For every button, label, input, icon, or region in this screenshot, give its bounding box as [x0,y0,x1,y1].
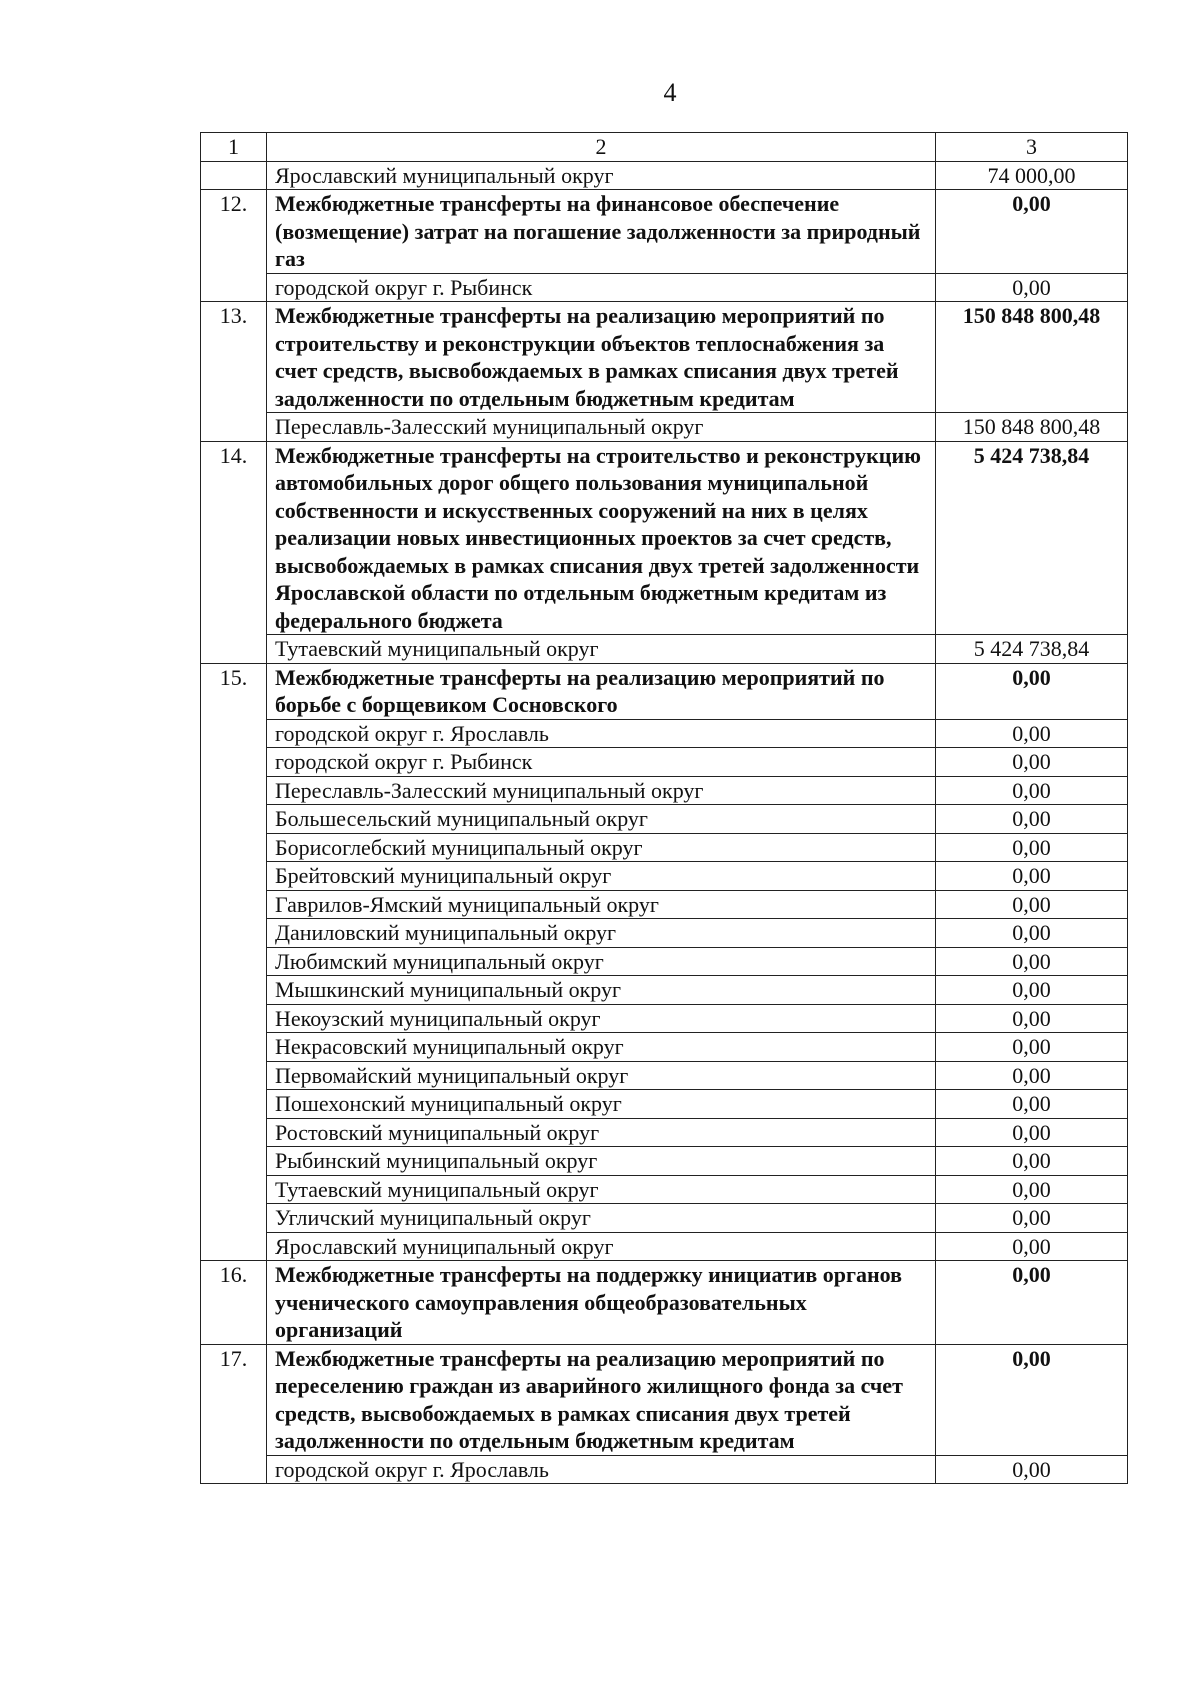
item-row [201,1090,1128,1119]
section-title: Межбюджетные трансферты на реализацию мероприятий по переселению граждан из аварийного жилищного фонда за счет средств, высвобождаемых в рамках списания двух третей задолженности по отдельным бюджетным кредитам [267,1344,936,1455]
page-number: 4 [663,78,677,107]
municipality-name: городской округ г. Рыбинск [267,273,936,302]
amount: 0,00 [936,919,1128,948]
municipality-name: Тутаевский муниципальный округ [267,1175,936,1204]
amount: 0,00 [936,1090,1128,1119]
amount: 150 848 800,48 [936,413,1128,442]
municipality-name: Гаврилов-Ямский муниципальный округ [267,890,936,919]
item-row [201,947,1128,976]
item-row [201,748,1128,777]
item-row [201,833,1128,862]
amount: 0,00 [936,273,1128,302]
item-row [201,413,1128,442]
row-number: 16. [201,1261,267,1345]
item-row [201,635,1128,664]
section-row [201,1344,1128,1455]
section-title: Межбюджетные трансферты на реализацию мероприятий по борьбе с борщевиком Сосновского [267,663,936,719]
row-number: 13. [201,302,267,442]
section-total: 0,00 [936,1344,1128,1455]
municipality-name: Переславль-Залесский муниципальный округ [267,776,936,805]
municipality-name: Ярославский муниципальный округ [267,1232,936,1261]
amount: 0,00 [936,719,1128,748]
table-header-row [201,133,1128,162]
municipality-name: Некрасовский муниципальный округ [267,1033,936,1062]
municipality-name: городской округ г. Рыбинск [267,748,936,777]
section-row [201,441,1128,635]
section-row [201,190,1128,274]
item-row [201,776,1128,805]
header-col-2: 2 [267,133,936,162]
section-total: 150 848 800,48 [936,302,1128,413]
row-number-empty [201,161,267,190]
amount: 0,00 [936,833,1128,862]
item-row [201,161,1128,190]
item-row [201,1175,1128,1204]
section-title: Межбюджетные трансферты на реализацию мероприятий по строительству и реконструкции объектов теплоснабжения за счет средств, высвобождаемых в рамках списания двух третей задолженности по отдельным бюджетным кредитам [267,302,936,413]
amount: 0,00 [936,1455,1128,1484]
transfers-table [200,132,1128,1484]
municipality-name: Тутаевский муниципальный округ [267,635,936,664]
municipality-name: городской округ г. Ярославль [267,1455,936,1484]
municipality-name: Мышкинский муниципальный округ [267,976,936,1005]
amount: 0,00 [936,1204,1128,1233]
header-col-3: 3 [936,133,1128,162]
row-number: 15. [201,663,267,1261]
item-row [201,1004,1128,1033]
amount: 0,00 [936,748,1128,777]
municipality-name: Даниловский муниципальный округ [267,919,936,948]
municipality-name: Пошехонский муниципальный округ [267,1090,936,1119]
municipality-name: Борисоглебский муниципальный округ [267,833,936,862]
item-row [201,1033,1128,1062]
amount: 0,00 [936,1118,1128,1147]
item-row [201,976,1128,1005]
item-row [201,919,1128,948]
row-number: 14. [201,441,267,663]
municipality-name: Большесельский муниципальный округ [267,805,936,834]
municipality-name: Переславль-Залесский муниципальный округ [267,413,936,442]
item-row [201,1204,1128,1233]
amount: 0,00 [936,1033,1128,1062]
section-title: Межбюджетные трансферты на строительство и реконструкцию автомобильных дорог общего пользования муниципальной собственности и искусственных сооружений на них в целях реализации новых инвестиционных проектов за счет средств, высвобождаемых в рамках списания двух третей задолженности Ярославской области по отдельным бюджетным кредитам из федерального бюджета [267,441,936,635]
item-row [201,1118,1128,1147]
item-row [201,1455,1128,1484]
municipality-name: Рыбинский муниципальный округ [267,1147,936,1176]
item-row [201,890,1128,919]
amount: 0,00 [936,947,1128,976]
amount: 5 424 738,84 [936,635,1128,664]
row-number: 12. [201,190,267,302]
section-total: 5 424 738,84 [936,441,1128,635]
section-row [201,1261,1128,1345]
item-row [201,1061,1128,1090]
municipality-name: Брейтовский муниципальный округ [267,862,936,891]
section-title: Межбюджетные трансферты на финансовое обеспечение (возмещение) затрат на погашение задолженности за природный газ [267,190,936,274]
amount: 0,00 [936,890,1128,919]
municipality-name: Некоузский муниципальный округ [267,1004,936,1033]
row-number: 17. [201,1344,267,1484]
item-row [201,805,1128,834]
section-total: 0,00 [936,1261,1128,1345]
municipality-name: Угличский муниципальный округ [267,1204,936,1233]
municipality-name: Ростовский муниципальный округ [267,1118,936,1147]
amount: 0,00 [936,1232,1128,1261]
amount: 0,00 [936,1061,1128,1090]
amount: 74 000,00 [936,161,1128,190]
item-row [201,273,1128,302]
municipality-name: Ярославский муниципальный округ [267,161,936,190]
section-title: Межбюджетные трансферты на поддержку инициатив органов ученического самоуправления общеобразовательных организаций [267,1261,936,1345]
section-row [201,663,1128,719]
item-row [201,1232,1128,1261]
amount: 0,00 [936,805,1128,834]
amount: 0,00 [936,776,1128,805]
transfers-table-body [201,133,1128,1484]
amount: 0,00 [936,976,1128,1005]
header-col-1: 1 [201,133,267,162]
amount: 0,00 [936,1004,1128,1033]
amount: 0,00 [936,1147,1128,1176]
section-total: 0,00 [936,190,1128,274]
section-row [201,302,1128,413]
item-row [201,719,1128,748]
amount: 0,00 [936,1175,1128,1204]
municipality-name: Первомайский муниципальный округ [267,1061,936,1090]
item-row [201,862,1128,891]
municipality-name: Любимский муниципальный округ [267,947,936,976]
item-row [201,1147,1128,1176]
section-total: 0,00 [936,663,1128,719]
municipality-name: городской округ г. Ярославль [267,719,936,748]
amount: 0,00 [936,862,1128,891]
